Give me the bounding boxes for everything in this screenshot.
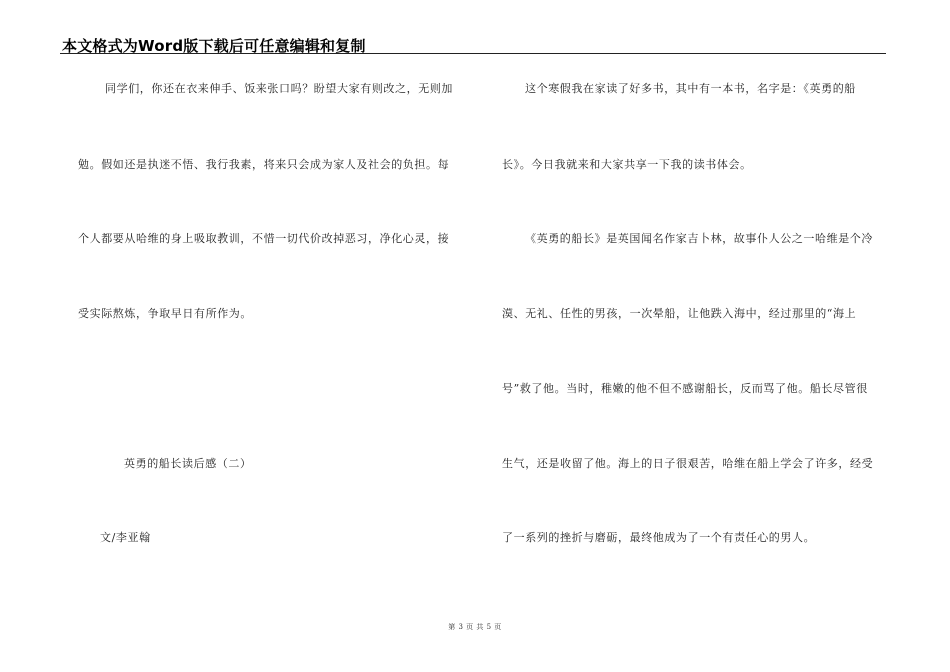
left-paragraph-line: 受实际熬炼，争取早日有所作为。 [78,307,252,320]
page-number-footer: 第 3 页 共 5 页 [448,623,502,631]
left-paragraph-line: 勉。假如还是执迷不悟、我行我素，将来只会成为家人及社会的负担。每 [78,158,450,171]
left-paragraph-line: 同学们，你还在衣来伸手、饭来张口吗？盼望大家有则改之，无则加 [105,82,453,95]
right-paragraph-line: 这个寒假我在家读了好多书，其中有一本书，名字是：《英勇的船 [525,82,856,95]
author-line: 文/李亚翰 [100,531,151,544]
right-paragraph-line: 号”救了他。当时，稚嫩的他不但不感谢船长，反而骂了他。船长尽管很 [502,382,868,395]
document-header-title: 本文格式为Word版下载后可任意编辑和复制 [62,37,366,55]
header-divider [60,53,886,54]
right-paragraph-line: 漠、无礼、任性的男孩，一次晕船，让他跌入海中，经过那里的“海上 [502,307,857,320]
right-paragraph-line: 了一系列的挫折与磨砺，最终他成为了一个有责任心的男人。 [502,531,816,544]
section-title: 英勇的船长读后感（二） [124,457,252,470]
right-paragraph-line: 长》。今日我就来和大家共享一下我的读书体会。 [502,158,752,171]
right-paragraph-line: 生气，还是收留了他。海上的日子很艰苦，哈维在船上学会了许多，经受 [502,457,874,470]
left-paragraph-line: 个人都要从哈维的身上吸取教训，不惜一切代价改掉恶习，净化心灵，接 [78,232,450,245]
right-paragraph-line: 《英勇的船长》是英国闻名作家吉卜林，故事仆人公之一哈维是个冷 [525,232,873,245]
